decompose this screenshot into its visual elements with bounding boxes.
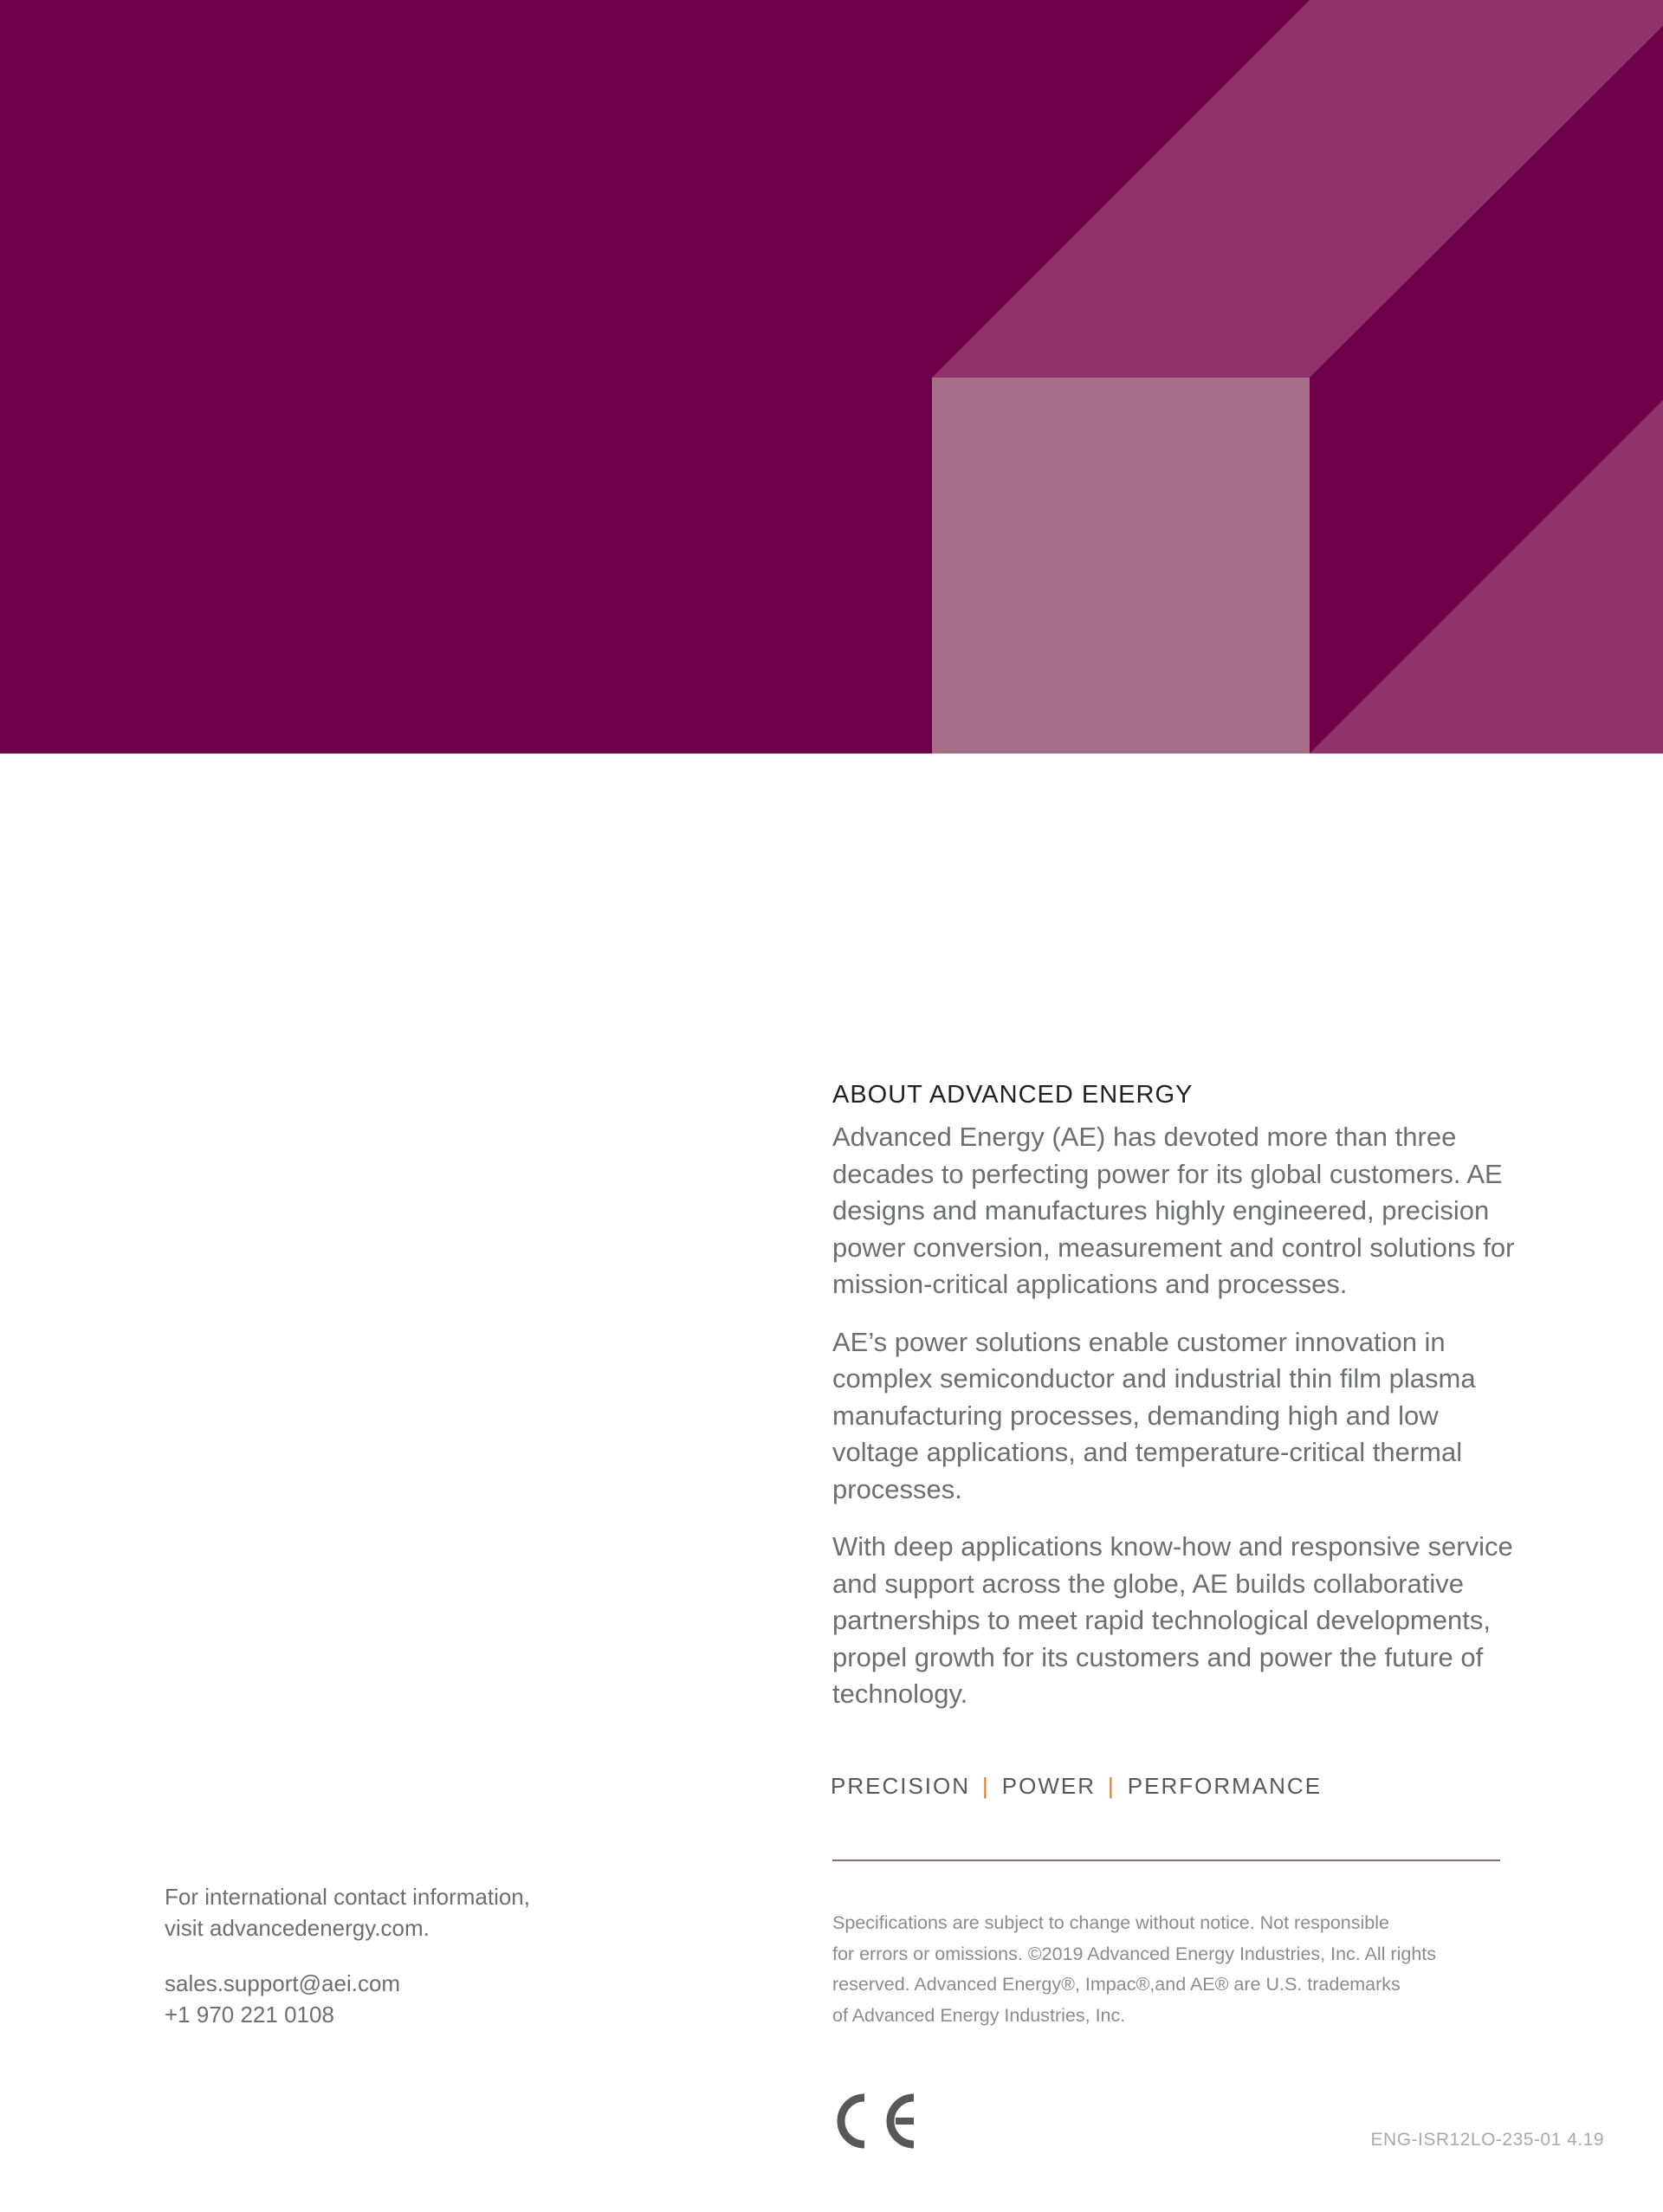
contact-email[interactable]: sales.support@aei.com xyxy=(165,1970,401,1996)
about-paragraph-1: Advanced Energy (AE) has devoted more than three decades to perfecting power for its global customers. AE designs and manufactures highly engineered, precision power conversion, measurement and control solutions for mission-critical applications and processes. xyxy=(832,1122,1515,1299)
contact-spacer xyxy=(165,1944,684,1968)
ce-c-letter xyxy=(841,2098,864,2144)
contact-line-2: visit advancedenergy.com. xyxy=(165,1915,430,1941)
legal-line-2: for errors or omissions. ©2019 Advanced Energy Industries, Inc. All rights xyxy=(832,1943,1436,1964)
contact-phone[interactable]: +1 970 221 0108 xyxy=(165,2002,334,2028)
decorative-banner xyxy=(0,0,1663,754)
about-paragraph-2: AE’s power solutions enable customer innovation in complex semiconductor and industrial thin film plasma manufacturing processes, demanding high and low voltage applications, and temperature-critical thermal processes. xyxy=(832,1326,1476,1504)
banner-square-block xyxy=(932,378,1310,754)
ce-mark-icon xyxy=(832,2091,918,2151)
tagline-separator-1: | xyxy=(982,1773,990,1799)
contact-line-1: For international contact information, xyxy=(165,1884,530,1910)
tagline-power: POWER xyxy=(1001,1773,1097,1799)
legal-line-4: of Advanced Energy Industries, Inc. xyxy=(832,2004,1126,2026)
tagline xyxy=(831,1769,1322,1803)
about-paragraph-3: With deep applications know-how and responsive service and support across the globe, AE builds collaborative partnerships to meet rapid technological developments, propel growth for its customers and power the future of technology. xyxy=(832,1531,1513,1709)
ce-mark-graphic xyxy=(832,2091,918,2151)
tagline-precision: PRECISION xyxy=(831,1773,971,1799)
banner-graphic xyxy=(0,0,1663,754)
legal-notice xyxy=(832,1908,1517,2031)
divider-rule xyxy=(832,1860,1500,1861)
legal-line-3: reserved. Advanced Energy®, Impac®,and AE® are U.S. trademarks xyxy=(832,1974,1401,1995)
tagline-performance: PERFORMANCE xyxy=(1127,1773,1323,1799)
ce-e-letter-bar xyxy=(896,2118,914,2125)
tagline-separator-2: | xyxy=(1108,1773,1116,1799)
about-section xyxy=(832,1079,1517,1734)
about-heading: ABOUT ADVANCED ENERGY xyxy=(832,1081,1194,1109)
document-code: ENG-ISR12LO-235-01 4.19 xyxy=(1370,2130,1604,2150)
legal-line-1: Specifications are subject to change without notice. Not responsible xyxy=(832,1912,1389,1933)
contact-info xyxy=(165,1881,684,2030)
